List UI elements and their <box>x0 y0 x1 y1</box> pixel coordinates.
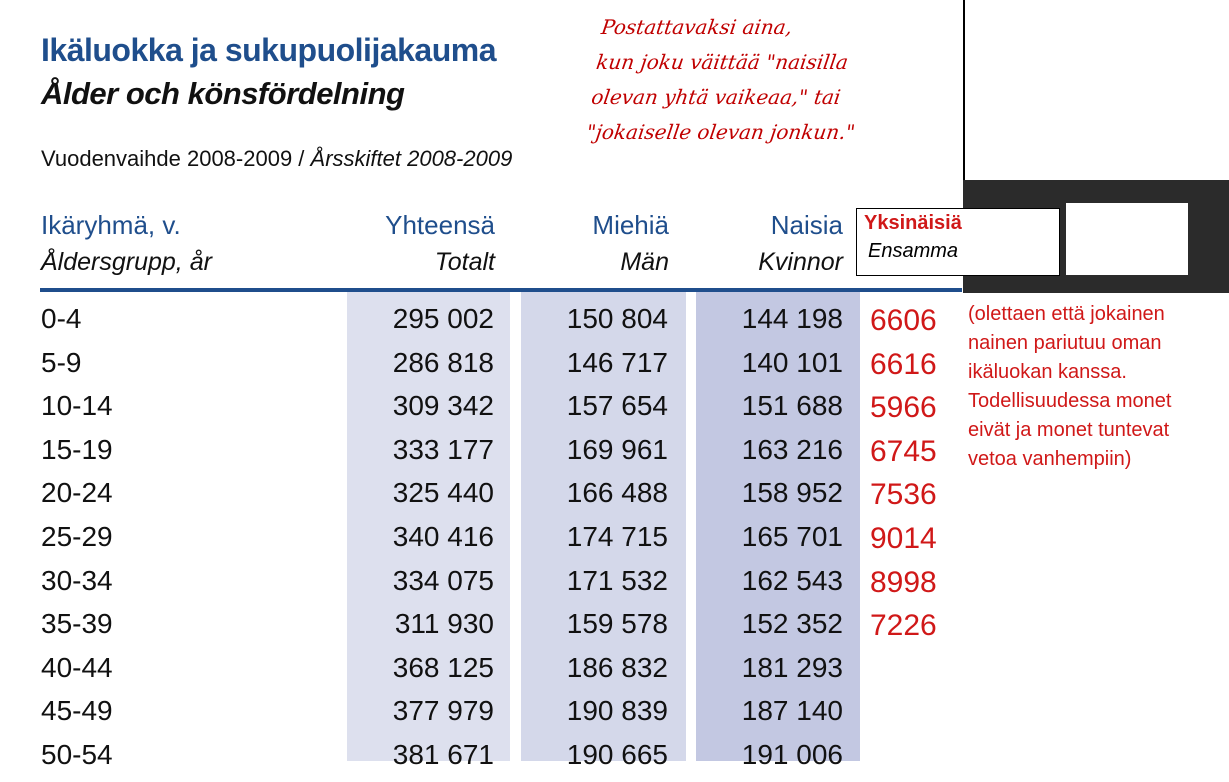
cell-men: 169 961 <box>566 433 668 465</box>
cell-men: 190 839 <box>566 695 668 727</box>
cell-women: 158 952 <box>741 477 843 509</box>
cell-men: 159 578 <box>566 608 668 640</box>
cell-women: 162 543 <box>741 564 843 596</box>
cell-total: 325 440 <box>392 477 494 509</box>
header-alone-fi: Yksinäisiä <box>864 212 962 234</box>
header-age-fi: Ikäryhmä, v. <box>41 210 181 240</box>
annotation-line: kun joku väittää "naisilla <box>594 50 850 74</box>
period-label <box>41 146 512 172</box>
cell-alone: 9014 <box>870 522 937 555</box>
cell-age: 0-4 <box>41 303 82 334</box>
note-line: (olettaen että jokainen <box>968 303 1165 325</box>
annotation-line: olevan yhtä vaikeaa," tai <box>589 85 843 109</box>
cell-total: 295 002 <box>392 303 494 334</box>
cell-age: 15-19 <box>41 433 113 465</box>
cell-women: 151 688 <box>741 390 843 422</box>
table-row <box>0 390 960 433</box>
cell-women: 144 198 <box>741 303 843 334</box>
page-edge <box>963 0 965 180</box>
cell-women: 152 352 <box>741 608 843 640</box>
cell-men: 171 532 <box>566 564 668 596</box>
cell-alone: 8998 <box>870 565 937 599</box>
cell-total: 286 818 <box>392 346 494 378</box>
cell-men: 190 665 <box>566 739 668 770</box>
cell-women: 181 293 <box>741 651 843 683</box>
cell-men: 150 804 <box>566 303 668 334</box>
cell-total: 377 979 <box>392 695 494 727</box>
cell-men: 166 488 <box>566 477 668 509</box>
header-women-fi: Naisia <box>770 210 843 240</box>
cell-alone: 7226 <box>870 609 937 643</box>
cell-total: 381 671 <box>392 739 494 770</box>
table-row <box>0 347 960 390</box>
cell-alone: 6616 <box>870 347 937 381</box>
cell-alone: 6745 <box>870 434 937 468</box>
table-row <box>0 477 960 520</box>
cell-women: 140 101 <box>741 346 843 378</box>
cell-total: 334 075 <box>392 564 494 596</box>
header-rule <box>40 288 962 292</box>
table-row <box>0 608 960 651</box>
cell-age: 20-24 <box>41 477 113 509</box>
cell-men: 146 717 <box>566 346 668 378</box>
cell-men: 157 654 <box>566 390 668 422</box>
cell-age: 45-49 <box>41 695 113 727</box>
table-row <box>0 303 960 346</box>
cell-women: 165 701 <box>741 521 843 552</box>
period-sv: Årsskiftet 2008-2009 <box>310 146 513 171</box>
cell-women: 187 140 <box>741 695 843 727</box>
table-row <box>0 652 960 695</box>
header-total-fi: Yhteensä <box>385 210 495 240</box>
cell-alone: 7536 <box>870 478 937 512</box>
annotation-line: "jokaiselle olevan jonkun." <box>585 120 857 144</box>
header-men-sv: Män <box>620 248 669 276</box>
cell-age: 40-44 <box>41 651 113 683</box>
cell-women: 163 216 <box>741 433 843 465</box>
cell-total: 368 125 <box>392 651 494 683</box>
header-women-sv: Kvinnor <box>758 248 843 276</box>
cell-total: 333 177 <box>392 433 494 465</box>
cell-total: 340 416 <box>392 521 494 552</box>
cell-total: 311 930 <box>394 608 494 640</box>
cell-alone: 6606 <box>870 304 937 337</box>
note-line: vetoa vanhempiin) <box>968 448 1132 470</box>
table-row <box>0 434 960 477</box>
page-title: Ikäluokka ja sukupuolijakauma <box>41 32 497 68</box>
table-row <box>0 521 960 564</box>
cell-age: 5-9 <box>41 346 82 378</box>
assumption-note <box>968 300 1226 474</box>
header-age-sv: Åldersgrupp, år <box>41 248 212 276</box>
cell-men: 186 832 <box>566 651 668 683</box>
note-line: nainen pariutuu oman <box>968 332 1162 354</box>
cell-men: 174 715 <box>566 521 668 552</box>
header-men-fi: Miehiä <box>592 210 669 240</box>
handwritten-annotation <box>584 10 934 150</box>
cell-total: 309 342 <box>392 390 494 422</box>
table-row <box>0 695 960 738</box>
period-fi: Vuodenvaihde 2008-2009 <box>41 146 293 171</box>
blank-box <box>1066 203 1188 275</box>
cell-age: 10-14 <box>41 390 113 422</box>
annotation-line: Postattavaksi aina, <box>599 15 794 39</box>
table-row <box>0 565 960 608</box>
header-total-sv: Totalt <box>434 248 495 276</box>
cell-women: 191 006 <box>741 739 843 770</box>
cell-age: 30-34 <box>41 564 113 596</box>
header-alone-sv: Ensamma <box>868 240 959 262</box>
note-line: Todellisuudessa monet <box>968 390 1172 412</box>
period-separator: / <box>292 146 311 171</box>
cell-age: 25-29 <box>41 521 113 552</box>
note-line: eivät ja monet tuntevat <box>968 419 1170 441</box>
note-line: ikäluokan kanssa. <box>968 361 1127 383</box>
cell-alone: 5966 <box>870 391 937 425</box>
cell-age: 50-54 <box>41 739 113 770</box>
page-subtitle: Ålder och könsfördelning <box>41 76 405 111</box>
cell-age: 35-39 <box>41 608 113 640</box>
